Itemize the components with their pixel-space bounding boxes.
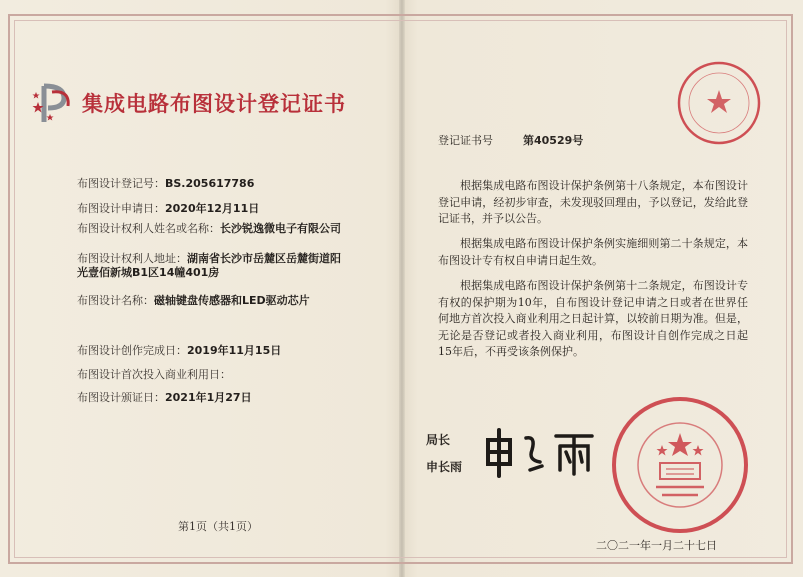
- field-value: BS.205617786: [165, 177, 255, 190]
- creation-date-field: [77, 342, 281, 358]
- field-label: 布图设计权利人地址：: [77, 252, 187, 265]
- commercial-use-date-field: [77, 366, 231, 382]
- field-value: 2021年1月27日: [165, 391, 252, 404]
- field-value: 2020年12月11日: [165, 202, 260, 215]
- field-value: 长沙锐逸微电子有限公司: [220, 222, 341, 235]
- certificate-title: 集成电路布图设计登记证书: [82, 92, 346, 116]
- field-label: 布图设计颁证日：: [77, 391, 165, 404]
- page-number: 第1页（共1页）: [178, 520, 258, 533]
- owner-name-field: [77, 222, 347, 236]
- owner-address-field: [77, 252, 345, 280]
- paragraph-registration: 根据集成电路布图设计保护条例第十八条规定，本布图设计登记申请，经初步审查，未发现驳回理由，予以登记，发给此登记证书，并予以公告。: [438, 179, 748, 225]
- field-label: 布图设计创作完成日：: [77, 344, 187, 357]
- registration-code-field: [77, 175, 254, 191]
- field-value: 湖南省长沙市岳麓区岳麓街道阳光壹佰新城B1区14幢401房: [77, 252, 341, 279]
- issue-date: 二〇二一年一月二十七日: [596, 539, 717, 552]
- official-seal-icon: [610, 395, 750, 535]
- cnipa-logo-icon: [30, 78, 80, 128]
- registration-label: 登记证书号: [438, 134, 493, 147]
- paragraph-protection-term: 根据集成电路布图设计保护条例第十二条规定，布图设计专有权的保护期为10年，自布图设计登记申请之日或者在世界任何地方首次投入商业利用之日起计算，以较前日期为准。但是，无论是否登记或者投入商业利用，布图设计自创作完成之日起15年后，不再受该条例保护。: [438, 279, 748, 358]
- field-label: 布图设计首次投入商业利用日：: [77, 368, 231, 381]
- issue-date-field: [77, 389, 252, 405]
- registration-number-row: [438, 132, 583, 148]
- paragraph-effective: 根据集成电路布图设计保护条例实施细则第二十条规定，本布图设计专有权自申请日起生效。: [438, 237, 748, 267]
- field-label: 布图设计名称：: [77, 294, 154, 307]
- director-title: 局长: [426, 433, 451, 447]
- design-name-field: [77, 292, 310, 308]
- field-label: 布图设计权利人姓名或名称：: [77, 222, 220, 235]
- field-value: 磁轴键盘传感器和LED驱动芯片: [154, 294, 310, 307]
- field-label: 布图设计申请日：: [77, 202, 165, 215]
- small-seal-icon: [676, 60, 762, 146]
- registration-number: 第40529号: [523, 134, 584, 147]
- director-name: 申长雨: [426, 460, 463, 474]
- field-label: 布图设计登记号：: [77, 177, 165, 190]
- field-value: 2019年11月15日: [187, 344, 282, 357]
- application-date-field: [77, 200, 259, 216]
- signature-icon: [480, 420, 600, 480]
